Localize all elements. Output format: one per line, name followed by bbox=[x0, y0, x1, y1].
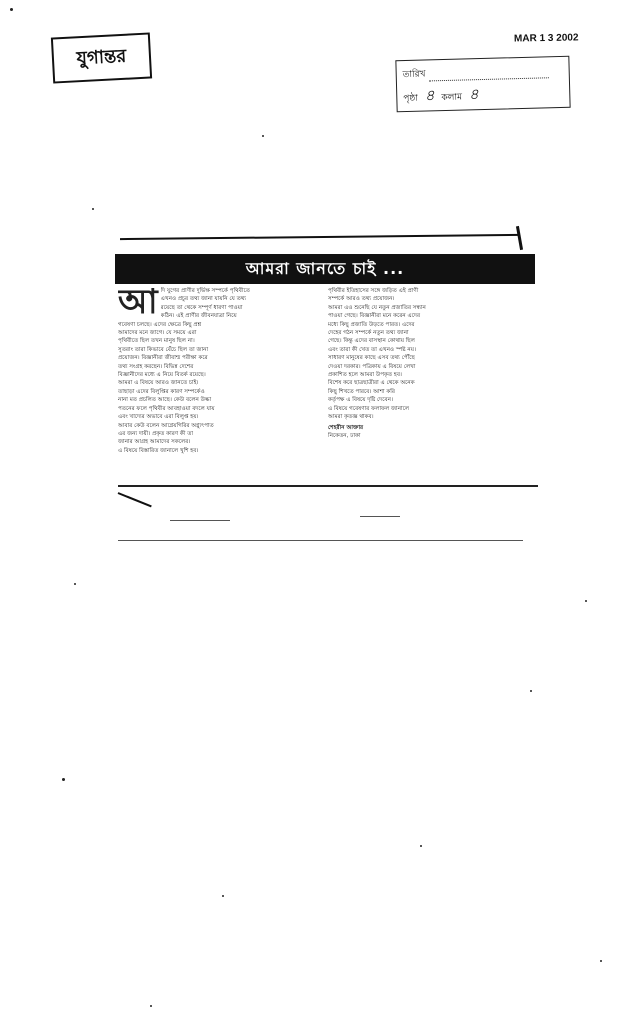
date-stamp: MAR 1 3 2002 bbox=[513, 32, 579, 45]
article-text-line: কর্তৃপক্ষ এ বিষয়ে দৃষ্টি দেবেন। bbox=[328, 397, 393, 404]
article-text-line: সম্পর্কে আরও তথ্য প্রয়োজন। bbox=[328, 296, 395, 303]
page-value: ৪ bbox=[424, 86, 435, 105]
archive-stamp bbox=[395, 56, 570, 113]
clipping-bottom-rule bbox=[118, 485, 538, 487]
article-text-line: গবেষণা চলছে। এদের ক্ষেত্রে কিছু প্রশ্ন bbox=[118, 321, 202, 328]
article-text-line: পৃথিবীর ইতিহাসের সঙ্গে জড়িত এই প্রাণী bbox=[328, 288, 419, 294]
page-label: পৃষ্ঠা bbox=[403, 93, 419, 105]
article-headline-bar bbox=[115, 254, 535, 284]
article-text-line: কিছু শিখতে পারবে। আশা করি bbox=[328, 388, 395, 395]
article-text-line: রয়েছে তা থেকে সম্পূর্ণ ধারণা পাওয়া bbox=[160, 304, 243, 311]
scan-speck bbox=[222, 895, 224, 897]
article-text-line: এ বিষয়ে গবেষণার ফলাফল জানালে bbox=[328, 405, 410, 412]
article-text-line: কঠিন। এই প্রাণীর জীবনযাত্রা নিয়ে bbox=[160, 313, 237, 320]
article-text-line: সাধারণ মানুষের কাছে এসব তথ্য পৌঁছে bbox=[328, 355, 415, 362]
article-text-line: দেওয়া দরকার। পত্রিকায় এ বিষয়ে লেখা bbox=[328, 363, 416, 370]
article-text-line: দেহের গঠন সম্পর্কে নতুন তথ্য জানা bbox=[328, 330, 409, 337]
article-text-line: নানা মত প্রচলিত আছে। কেউ বলেন উল্কা bbox=[118, 397, 212, 404]
scan-sweep-mark bbox=[118, 492, 152, 507]
article-text-line: বিজ্ঞানীদের মধ্যে এ নিয়ে বিতর্ক রয়েছে। bbox=[118, 372, 206, 379]
article-text-line: দি যুগের প্রাণীর দুর্ভিক্ষ সম্পর্কে পৃথিবীতে bbox=[160, 288, 250, 294]
scan-speck bbox=[262, 135, 264, 137]
article-text-line: বিশেষ করে ছাত্রছাত্রীরা এ থেকে অনেক bbox=[328, 380, 415, 387]
article-text-line: আমাদের মনে জাগে। যে সময়ে এরা bbox=[118, 330, 197, 337]
article-text-line: জানার আগ্রহ আমাদের সকলের। bbox=[118, 439, 191, 446]
article-text-line: এবং খাদ্যের অভাবে এরা বিলুপ্ত হয়। bbox=[118, 414, 199, 421]
article-text-line: মধ্যে কিছু প্রজাতি উড়তে পারত। এদের bbox=[328, 321, 415, 328]
article-text-line: তাছাড়া এদের বিলুপ্তির কারণ সম্পর্কেও bbox=[118, 388, 205, 395]
drop-cap: আ bbox=[118, 287, 158, 322]
article-text-line: এর জন্য দায়ী। প্রকৃত কারণ কী তা bbox=[118, 430, 194, 437]
letter-signature-place: নিকেতন, ঢাকা bbox=[328, 432, 361, 439]
scan-dash-line bbox=[118, 540, 523, 541]
column-value: ৪ bbox=[468, 85, 479, 104]
right-column-text bbox=[328, 287, 531, 422]
letter-signature-name: শেহরীন আক্তার bbox=[328, 424, 364, 431]
clipping-edge-mark bbox=[516, 226, 523, 250]
date-label: তারিখ bbox=[402, 69, 426, 81]
newspaper-masthead bbox=[51, 32, 152, 83]
scan-speck bbox=[62, 778, 65, 781]
scan-speck bbox=[420, 845, 422, 847]
scan-speck bbox=[10, 8, 13, 11]
article-text-line: আমরা কৃতজ্ঞ থাকব। bbox=[328, 414, 374, 421]
article-text-line: এখনও প্রচুর তথ্য জানা যায়নি যে তথ্য bbox=[160, 296, 247, 303]
article-text-line: তথ্য সংগ্রহ করছেন। বিভিন্ন দেশের bbox=[118, 363, 194, 370]
column-label: কলাম bbox=[441, 92, 463, 104]
scan-speck bbox=[530, 690, 532, 692]
article-text-line: আবার কেউ বলেন আগ্নেয়গিরির অগ্ন্যুৎপাত bbox=[118, 422, 214, 429]
scan-speck bbox=[150, 1005, 152, 1007]
article-text-line: আমরা এ বিষয়ে আরও জানতে চাই। bbox=[118, 380, 199, 387]
article-text-line: আমরা এও শুনেছি যে নতুন প্রজাতির সন্ধান bbox=[328, 304, 426, 311]
article-column-left bbox=[118, 287, 323, 477]
scan-speck bbox=[74, 583, 76, 585]
article-column-right bbox=[328, 287, 531, 477]
scan-dash-line bbox=[170, 520, 230, 521]
article-text-line: এ বিষয়ে বিস্তারিত জানালে খুশি হব। bbox=[118, 447, 199, 454]
scan-dash-line bbox=[360, 516, 400, 517]
article-text-line: সুতরাং তারা কিভাবে বেঁচে ছিল তা জানা bbox=[118, 346, 209, 353]
article-text-line: পৃথিবীতে ছিল তখন মানুষ ছিল না। bbox=[118, 338, 195, 345]
newspaper-name: যুগান্তর bbox=[76, 45, 127, 69]
date-dotted-line bbox=[429, 77, 549, 81]
clipping-top-rule bbox=[120, 234, 520, 240]
article-text-line: এবং তারা কী খেত তা এখনও স্পষ্ট নয়। bbox=[328, 346, 417, 353]
scan-speck bbox=[600, 960, 602, 962]
scan-speck bbox=[585, 600, 587, 602]
article-text-line: পাওয়া গেছে। বিজ্ঞানীরা মনে করেন এদের bbox=[328, 313, 421, 320]
article-text-line: প্রয়োজন। বিজ্ঞানীরা জীবাশ্ম পরীক্ষা করে bbox=[118, 355, 208, 362]
article-headline: আমরা জানতে চাই ... bbox=[245, 258, 405, 278]
article-text-line: প্রকাশিত হলে আমরা উপকৃত হব। bbox=[328, 372, 402, 379]
scan-speck bbox=[92, 208, 94, 210]
article-text-line: পতনের ফলে পৃথিবীর আবহাওয়া বদলে যায় bbox=[118, 405, 215, 412]
article-text-line: গেছে। কিন্তু এদের বাসস্থান কোথায় ছিল bbox=[328, 338, 415, 345]
